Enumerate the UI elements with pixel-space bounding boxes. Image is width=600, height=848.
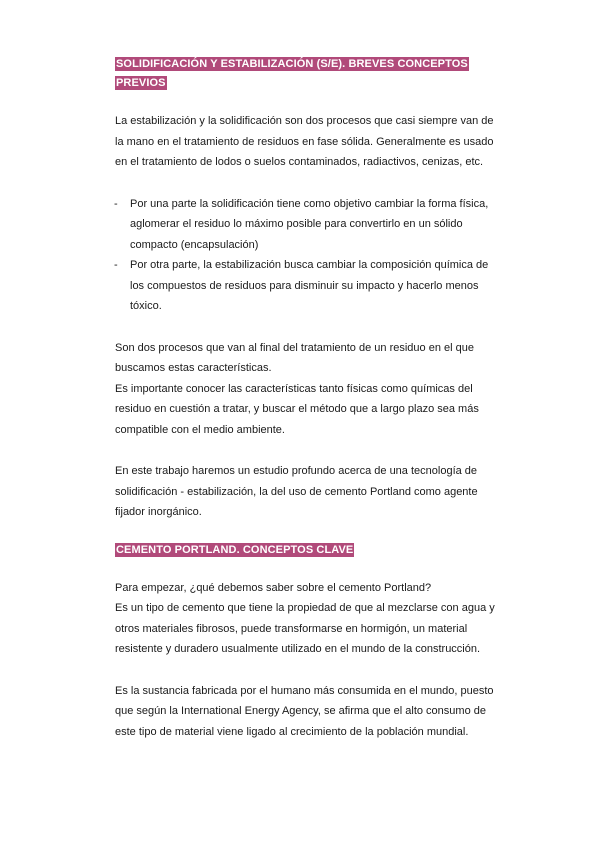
section-heading-solidificacion xyxy=(115,55,495,93)
list-item xyxy=(115,194,495,256)
document-body xyxy=(115,55,495,742)
dash-marker: - xyxy=(114,197,118,210)
paragraph-pregunta: Para empezar, ¿qué debemos saber sobre el cemento Portland? xyxy=(115,581,432,594)
list-item xyxy=(115,255,495,317)
paragraph-consumo: Es la sustancia fabricada por el humano más consumida en el mundo, puesto que según la International Energy Agency, se afirma que el alto consumo de este tipo de material viene ligado al crecimiento de la población mundial. xyxy=(115,684,494,738)
list-item-text: Por una parte la solidificación tiene como objetivo cambiar la forma física, aglomerar el residuo lo máximo posible para convertirlo en un sólido compacto (encapsulación) xyxy=(130,197,489,251)
section-heading-cemento xyxy=(115,541,495,560)
dash-marker: - xyxy=(114,259,118,271)
paragraph-caracteristicas: Es importante conocer las características tanto físicas como químicas del residuo en cuestión a tratar, y buscar el método que a largo plazo sea más compatible con el medio ambiente. xyxy=(115,382,479,436)
paragraph-estudio: En este trabajo haremos un estudio profundo acerca de una tecnología de solidificación - estabilización, la del uso de cemento Portland como agente fijador inorgánico. xyxy=(115,465,478,518)
bullet-list xyxy=(115,194,495,317)
list-item-text: Por otra parte, la estabilización busca cambiar la composición química de los compuestos de residuos para disminuir su impacto y hacerlo menos tóxico. xyxy=(130,259,489,312)
paragraph-procesos: Son dos procesos que van al final del tratamiento de un residuo en el que buscamos estas características. xyxy=(115,341,474,374)
heading-text: SOLIDIFICACIÓN Y ESTABILIZACIÓN (S/E). BREVES CONCEPTOS PREVIOS xyxy=(116,58,468,89)
paragraph-definicion: Es un tipo de cemento que tiene la propiedad de que al mezclarse con agua y otros materiales fibrosos, puede transformarse en hormigón, un material resistente y duradero usualmente utilizado en el mundo de la construcción. xyxy=(115,602,495,655)
paragraph-intro: La estabilización y la solidificación son dos procesos que casi siempre van de la mano en el tratamiento de residuos en fase sólida. Generalmente es usado en el tratamiento de lodos o suelos contaminados, radiactivos, cenizas, etc. xyxy=(115,115,494,168)
heading-text: CEMENTO PORTLAND. CONCEPTOS CLAVE xyxy=(116,543,354,556)
